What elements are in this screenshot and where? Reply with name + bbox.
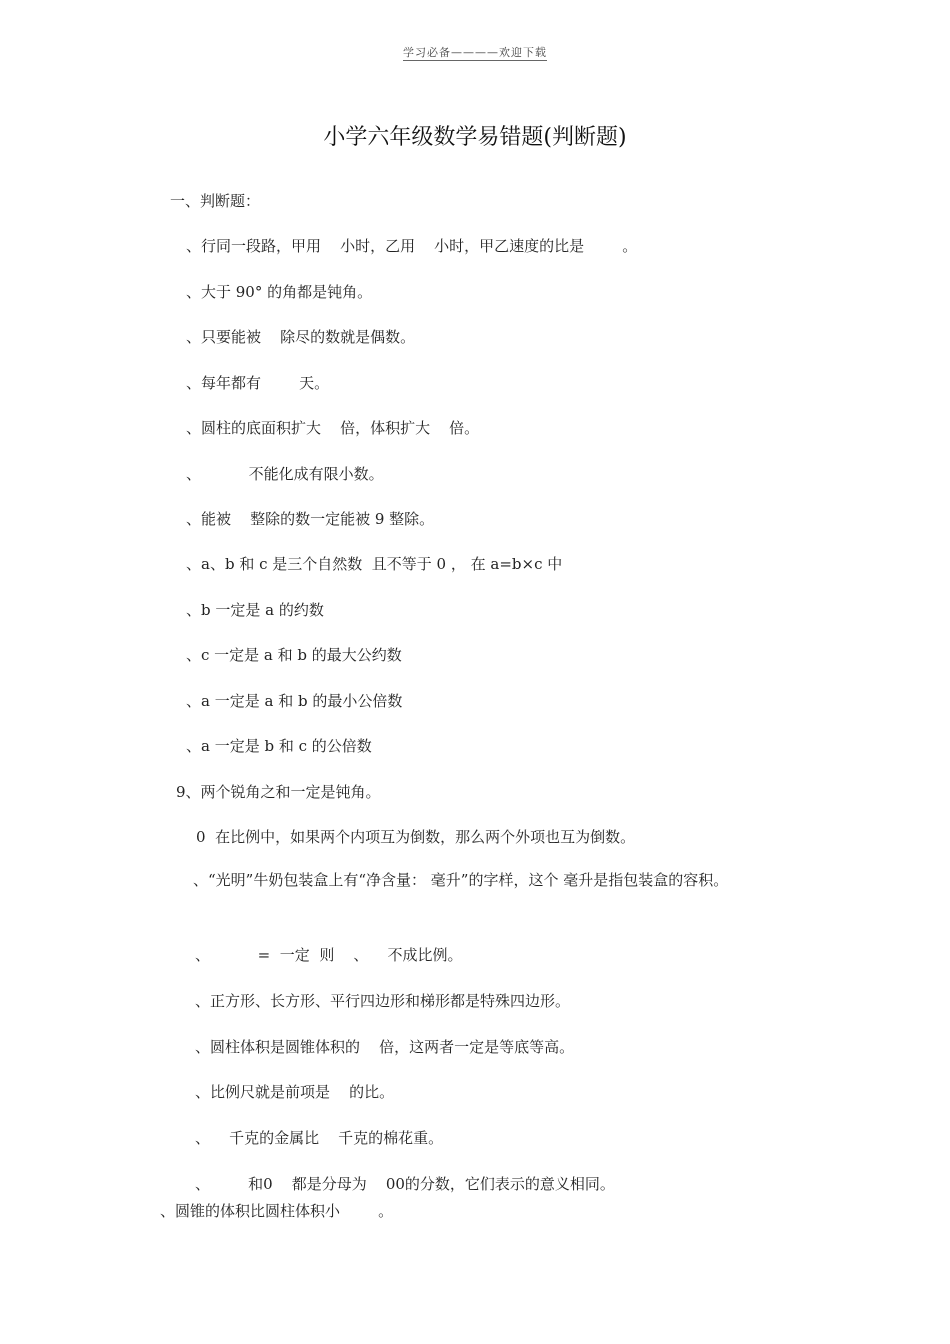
page-header bbox=[0, 44, 950, 60]
question-item: 、每年都有 天。 bbox=[186, 374, 330, 392]
question-subitem: 、a 一定是 b 和 c 的公倍数 bbox=[186, 737, 372, 755]
question-item: 、圆锥的体积比圆柱体积小 。 bbox=[160, 1202, 394, 1220]
question-item: 、 和0 都是分母为 00的分数，它们表示的意义相同。 bbox=[195, 1175, 615, 1193]
question-item: 、只要能被 除尽的数就是偶数。 bbox=[186, 328, 416, 346]
question-item: 、 不能化成有限小数。 bbox=[186, 465, 384, 483]
header-text: 学习必备————欢迎下载 bbox=[403, 46, 547, 59]
question-item: 、圆柱体积是圆锥体积的 倍，这两者一定是等底等高。 bbox=[195, 1038, 575, 1056]
document-title: 小学六年级数学易错题(判断题) bbox=[323, 125, 627, 150]
question-item: 、能被 整除的数一定能被 9 整除。 bbox=[186, 510, 435, 528]
question-item: 、比例尺就是前项是 的比。 bbox=[195, 1083, 395, 1101]
question-item: 、正方形、长方形、平行四边形和梯形都是特殊四边形。 bbox=[195, 992, 571, 1010]
section-heading: 一、判断题： bbox=[170, 192, 261, 210]
question-item: 、大于 90° 的角都是钝角。 bbox=[186, 283, 373, 301]
question-item: 、圆柱的底面积扩大 倍，体积扩大 倍。 bbox=[186, 419, 480, 437]
question-subitem: 、c 一定是 a 和 b 的最大公约数 bbox=[186, 646, 402, 664]
question-item: 、行同一段路，甲用 小时，乙用 小时，甲乙速度的比是 。 bbox=[186, 237, 638, 255]
question-item: 、“光明”牛奶包装盒上有“净含量： 毫升”的字样，这个 毫升是指包装盒的容积。 bbox=[193, 871, 729, 889]
question-item: 、 千克的金属比 千克的棉花重。 bbox=[195, 1129, 444, 1147]
question-subitem: 、b 一定是 a 的约数 bbox=[186, 601, 324, 619]
question-subitem: 、a 一定是 a 和 b 的最小公倍数 bbox=[186, 692, 403, 710]
question-item: 、a、b 和 c 是三个自然数 且不等于 0 ， 在 a=b×c 中 bbox=[186, 555, 563, 573]
question-item: 9、两个锐角之和一定是钝角。 bbox=[176, 783, 381, 801]
question-item: 、 = 一定 则 、 不成比例。 bbox=[195, 946, 463, 964]
question-item: 0 在比例中，如果两个内项互为倒数，那么两个外项也互为倒数。 bbox=[196, 828, 636, 846]
